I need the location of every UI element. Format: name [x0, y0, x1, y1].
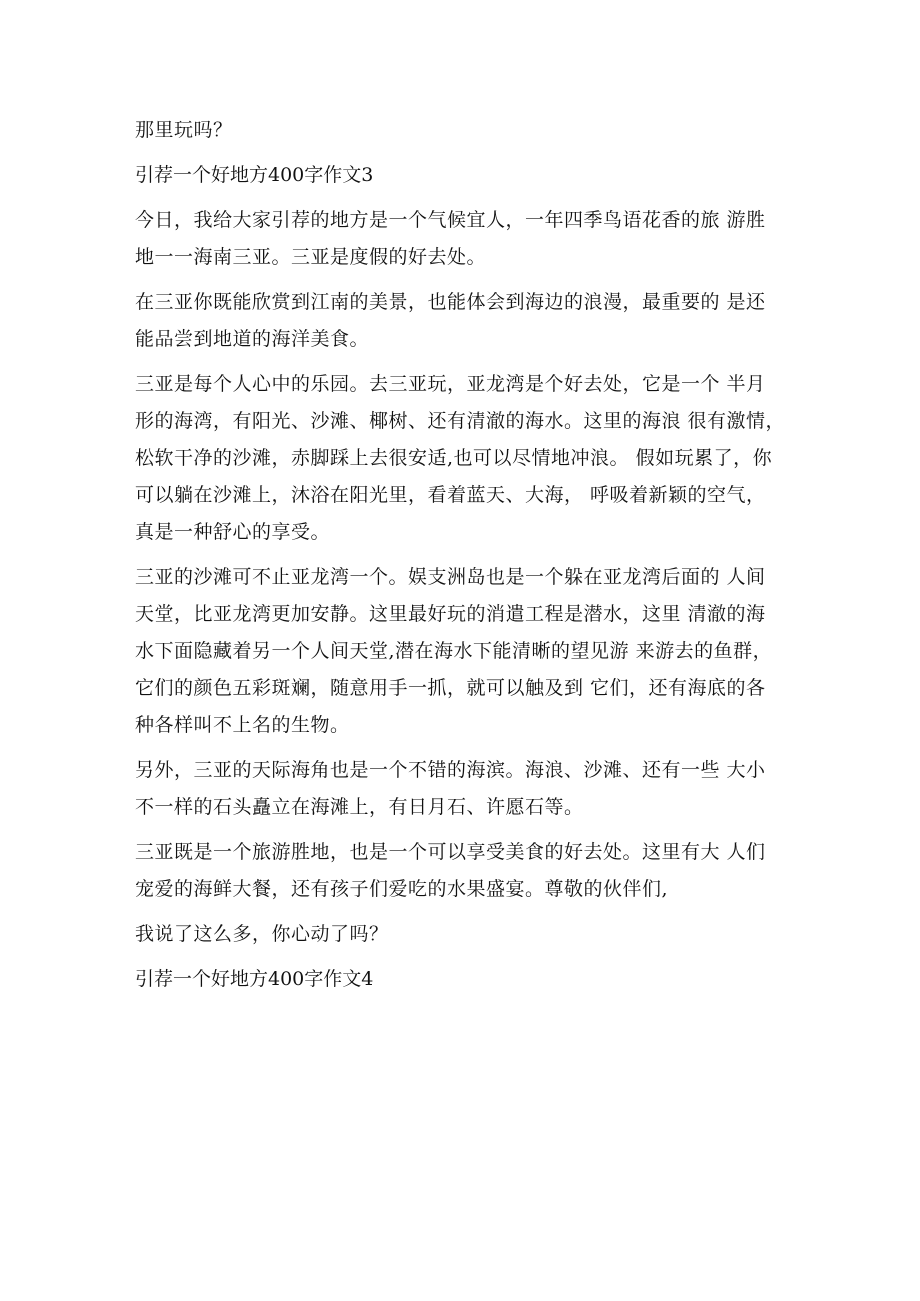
- paragraph: [135, 752, 795, 826]
- text-line: 地一一海南三亚。三亚是度假的好去处。: [135, 246, 487, 268]
- text-line: 真是一种舒心的享受。: [135, 521, 331, 543]
- text-line: 松软干净的沙滩，赤脚踩上去很安适,也可以尽情地冲浪。 假如玩累了，你: [135, 447, 773, 469]
- text-line: 能品尝到地道的海洋美食。: [135, 328, 370, 350]
- paragraph: [135, 202, 795, 276]
- paragraph: [135, 834, 795, 908]
- section-heading: [135, 157, 795, 194]
- text-line: 我说了这么多，你心动了吗？: [135, 923, 389, 945]
- paragraph: [135, 112, 795, 149]
- text-line: 宠爱的海鲜大餐，还有孩子们爱吃的水果盛宴。尊敬的伙伴们,: [135, 878, 669, 900]
- text-line: 不一样的石头矗立在海滩上，有日月石、许愿石等。: [135, 796, 584, 818]
- text-line: 三亚的沙滩可不止亚龙湾一个。娱支洲岛也是一个躲在亚龙湾后面的 人间: [135, 566, 766, 588]
- paragraph: [135, 559, 795, 744]
- text-line: 种各样叫不上名的生物。: [135, 714, 350, 736]
- text-line: 另外，三亚的天际海角也是一个不错的海滨。海浪、沙滩、还有一些 大小: [135, 759, 766, 781]
- text-line: 引荐一个好地方400字作文4: [135, 968, 374, 990]
- text-line: 今日，我给大家引荐的地方是一个气候宜人，一年四季鸟语花香的旅 游胜: [135, 209, 766, 231]
- text-line: 它们的颜色五彩斑斓，随意用手一抓，就可以触及到 它们，还有海底的各: [135, 677, 766, 699]
- text-line: 天堂，比亚龙湾更加安静。这里最好玩的消遣工程是潜水，这里 清澈的海: [135, 603, 766, 625]
- text-line: 引荐一个好地方400字作文3: [135, 164, 374, 186]
- section-heading: [135, 961, 795, 998]
- text-line: 在三亚你既能欣赏到江南的美景，也能体会到海边的浪漫，最重要的 是还: [135, 291, 766, 313]
- paragraph: [135, 916, 795, 953]
- document-body: [135, 112, 795, 1006]
- text-line: 可以躺在沙滩上，沐浴在阳光里，看着蓝天、大海， 呼吸着新颖的空气，: [135, 484, 766, 506]
- text-line: 三亚是每个人心中的乐园。去三亚玩，亚龙湾是个好去处，它是一个 半月: [135, 373, 766, 395]
- text-line: 三亚既是一个旅游胜地，也是一个可以享受美食的好去处。这里有大 人们: [135, 841, 766, 863]
- text-line: 水下面隐藏着另一个人间天堂,潜在海水下能清晰的望见游 来游去的鱼群，: [135, 640, 773, 662]
- text-line: 那里玩吗？: [135, 119, 233, 141]
- paragraph: [135, 284, 795, 358]
- text-line: 形的海湾，有阳光、沙滩、椰树、还有清澈的海水。这里的海浪 很有激情，: [135, 410, 786, 432]
- paragraph: [135, 366, 795, 551]
